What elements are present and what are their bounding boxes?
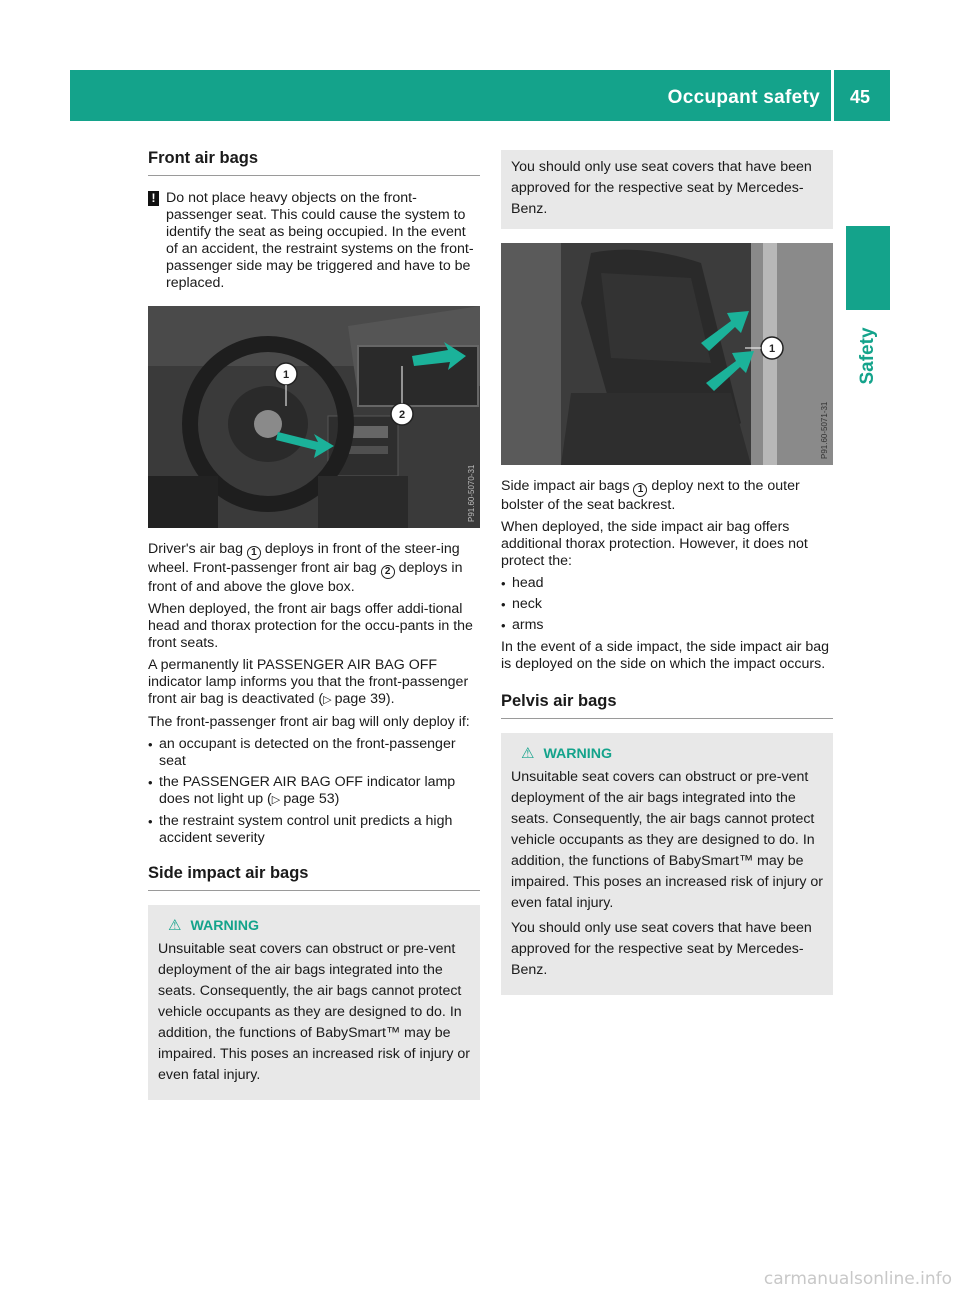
warning-text: Unsuitable seat covers can obstruct or pre-vent deployment of the air bags integrated into the seats. Consequently, the air bags cannot protect vehicle occupants as they are designed to do. In addition, the functions of BabySmart™ may be impaired. This poses an increased risk of injury or even fatal injury.: [511, 769, 824, 911]
info-box-seat-covers: You should only use seat covers that have been approved for the respective seat by Mercedes-Benz.: [501, 150, 833, 229]
para-indicator-lamp: [148, 657, 480, 709]
heading-front-airbags: Front air bags: [148, 150, 480, 176]
figure-callout-1: 1: [768, 343, 776, 355]
para1-text-a: Driver's air bag: [148, 541, 247, 557]
para-side-protection: When deployed, the side impact air bag offers additional thorax protection. However, it does not protect the:: [501, 519, 808, 569]
header-separator: [831, 70, 834, 121]
list-item: • an occupant is detected on the front-passenger seat: [148, 736, 480, 770]
warning-triangle-icon: ⚠: [521, 745, 535, 762]
figure-code: P91.60-5070-31: [467, 464, 476, 522]
seat-illustration: [501, 243, 833, 465]
list-item: • the restraint system control unit predicts a high accident severity: [148, 813, 480, 847]
section-tab-marker: [846, 226, 890, 310]
para1-text-c: deploys in front of and above the glove box.: [148, 560, 463, 595]
section-tab-label: [846, 316, 890, 396]
header-title: Occupant safety: [667, 87, 820, 108]
header-bar: [70, 70, 890, 121]
dashboard-illustration: [148, 306, 480, 528]
figure-side-airbag: [501, 243, 833, 465]
warning-label: WARNING: [543, 746, 613, 762]
list-item: • head: [501, 575, 833, 592]
warning-text: Unsuitable seat covers can obstruct or pre-vent deployment of the air bags integrated into the seats. Consequently, the air bags cannot protect vehicle occupants as they are designed to do. In addition, the functions of BabySmart™ may be impaired. This poses an increased risk of injury or even fatal injury.: [158, 941, 471, 1083]
para-driver-airbag: [148, 541, 480, 596]
list-item: [148, 774, 480, 809]
para-side-airbag-deploy: [501, 478, 833, 514]
heading-side-airbags: Side impact air bags: [148, 865, 480, 891]
figure-code: P91.60-5071-31: [820, 401, 829, 459]
bullet2-text-b: ): [334, 791, 340, 807]
deploy-conditions-list: [148, 736, 480, 847]
para3-text-a: A permanently lit PASSENGER AIR BAG OFF indicator lamp informs you that the front-passenger front air bag is deactivated (: [148, 657, 469, 707]
notice-text: Do not place heavy objects on the front-passenger seat. This could cause the system to identify the seat as being occupied. In the event of an accident, the restraint systems on the front-passenger side may be triggered and have to be replaced.: [166, 190, 474, 291]
page-number: 45: [849, 87, 870, 107]
page-ref-link[interactable]: page 53: [283, 791, 335, 807]
para1-text-b: deploy next to the outer bolster of the seat backrest.: [501, 478, 800, 513]
callout-2-inline: 2: [381, 565, 395, 579]
figure-front-airbags: [148, 306, 480, 528]
para1-text-a: Side impact air bags: [501, 478, 634, 494]
triangle-right-icon: ▷: [323, 694, 335, 706]
warning-box-pelvis: [501, 733, 833, 995]
heading-pelvis-airbags: Pelvis air bags: [501, 693, 833, 719]
notice-block: [148, 190, 480, 292]
bullet2-text-a: the PASSENGER AIR BAG OFF indicator lamp does not light up (: [159, 774, 456, 807]
warning-label: WARNING: [190, 918, 260, 934]
section-tab-text: Safety: [857, 327, 878, 385]
para3-text-b: ).: [385, 691, 395, 707]
warning-header: [158, 915, 470, 937]
left-column: [148, 150, 480, 1114]
para-deploy-conditions: The front-passenger front air bag will only deploy if:: [148, 714, 470, 730]
exclamation-icon: !: [148, 191, 159, 206]
para-front-protection: When deployed, the front air bags offer addi-tional head and thorax protection for the occu-pants in the front seats.: [148, 601, 473, 651]
para-side-impact: In the event of a side impact, the side impact air bag is deployed on the side on which the impact occurs.: [501, 639, 830, 672]
figure-callout-1: 1: [282, 369, 290, 381]
watermark: carmanualsonline.info: [763, 1269, 952, 1289]
para1-text-b: deploys in front of the steer-ing wheel. Front-passenger front air bag: [148, 541, 460, 576]
page-ref-link[interactable]: page 39: [334, 691, 386, 707]
list-item: • arms: [501, 617, 833, 634]
warning-box-side: [148, 905, 480, 1100]
figure-callout-2: 2: [398, 409, 406, 421]
callout-1-inline: 1: [633, 483, 647, 497]
triangle-right-icon: ▷: [271, 794, 284, 806]
not-protected-list: [501, 575, 833, 634]
list-item: • neck: [501, 596, 833, 613]
warning-triangle-icon: ⚠: [168, 917, 182, 934]
callout-1-inline: 1: [247, 546, 261, 560]
warning-seat-cover-text: You should only use seat covers that have been approved for the respective seat by Mercedes-Benz.: [511, 920, 812, 978]
warning-header: [511, 743, 823, 765]
right-column: [501, 150, 833, 1009]
